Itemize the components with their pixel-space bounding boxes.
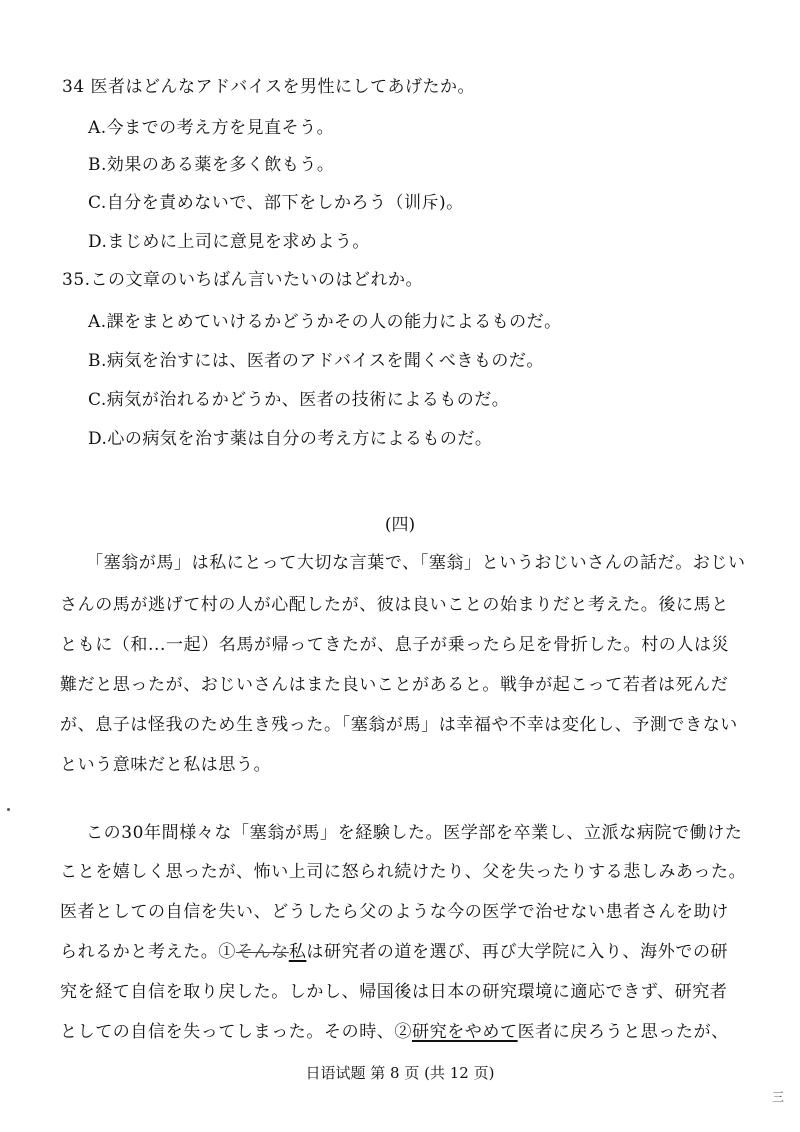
question-35-option-c: C.病気が治れるかどうか、医者の技術によるものだ。 — [88, 390, 510, 410]
underlined-text: 私 — [288, 942, 307, 962]
margin-dot — [7, 808, 10, 811]
passage-line: ともに（和...一起）名馬が帰ってきたが、息子が乗ったら足を骨折した。村の人は災 — [60, 635, 730, 655]
passage-line: という意味だと私は思う。 — [60, 755, 272, 775]
passage-line-marked-2 — [60, 1017, 729, 1042]
section-title: (四) — [384, 515, 416, 535]
scribbled-text: そんな — [236, 942, 289, 962]
passage-line: 医者としての自信を失い、どうしたら父のような今の医学で治せない患者さんを助け — [60, 902, 729, 922]
passage-text: としての自信を失ってしまった。その時、② — [60, 1022, 412, 1042]
question-34-stem: 34 医者はどんなアドバイスを男性にしてあげたか。 — [62, 77, 476, 97]
page-footer: 日语试题 第 8 页 (共 12 页) — [305, 1064, 495, 1082]
passage-text: は研究者の道を選び、再び大学院に入り、海外での研 — [306, 942, 729, 962]
margin-mark: 三 — [772, 1090, 785, 1104]
passage-line: さんの馬が逃げて村の人が心配したが、彼は良いことの始まりだと考えた。後に馬と — [60, 595, 729, 615]
question-34-option-a: A.今までの考え方を見直そう。 — [88, 118, 335, 138]
passage-line-marked-1 — [60, 937, 728, 962]
question-35-option-d: D.心の病気を治す薬は自分の考え方によるものだ。 — [88, 429, 493, 449]
underlined-text: 研究をやめて — [412, 1022, 518, 1042]
passage-text: られるかと考えた。① — [60, 942, 236, 962]
question-35-option-b: B.病気を治すには、医者のアドバイスを聞くべきものだ。 — [88, 351, 544, 371]
passage-line: この30年間様々な「塞翁が馬」を経験した。医学部を卒業し、立派な病院で働けた — [86, 823, 743, 843]
passage-text: 医者に戻ろうと思ったが、 — [517, 1022, 729, 1042]
question-34-option-d: D.まじめに上司に意見を求めよう。 — [88, 232, 370, 252]
question-34-option-b: B.効果のある薬を多く飲もう。 — [88, 155, 335, 175]
question-35-stem: 35.この文章のいちばん言いたいのはどれか。 — [62, 270, 424, 290]
question-34-option-c: C.自分を責めないで、部下をしかろう（训斥)。 — [88, 193, 464, 213]
passage-line: ことを嬉しく思ったが、怖い上司に怒られ続けたり、父を失ったりする悲しみあった。 — [60, 862, 747, 882]
passage-line: 難だと思ったが、おじいさんはまた良いことがあると。戦争が起こって若者は死んだ — [60, 675, 729, 695]
passage-line: 「塞翁が馬」は私にとって大切な言葉で、「塞翁」というおじいさんの話だ。おじい — [86, 553, 746, 573]
question-35-option-a: A.課をまとめていけるかどうかその人の能力によるものだ。 — [88, 312, 562, 332]
passage-line: 究を経て自信を取り戻した。しかし、帰国後は日本の研究環境に適応できず、研究者 — [60, 982, 728, 1002]
passage-line: が、息子は怪我のため生き残った。「塞翁が馬」は幸福や不幸は変化し、予測できない — [60, 715, 738, 735]
